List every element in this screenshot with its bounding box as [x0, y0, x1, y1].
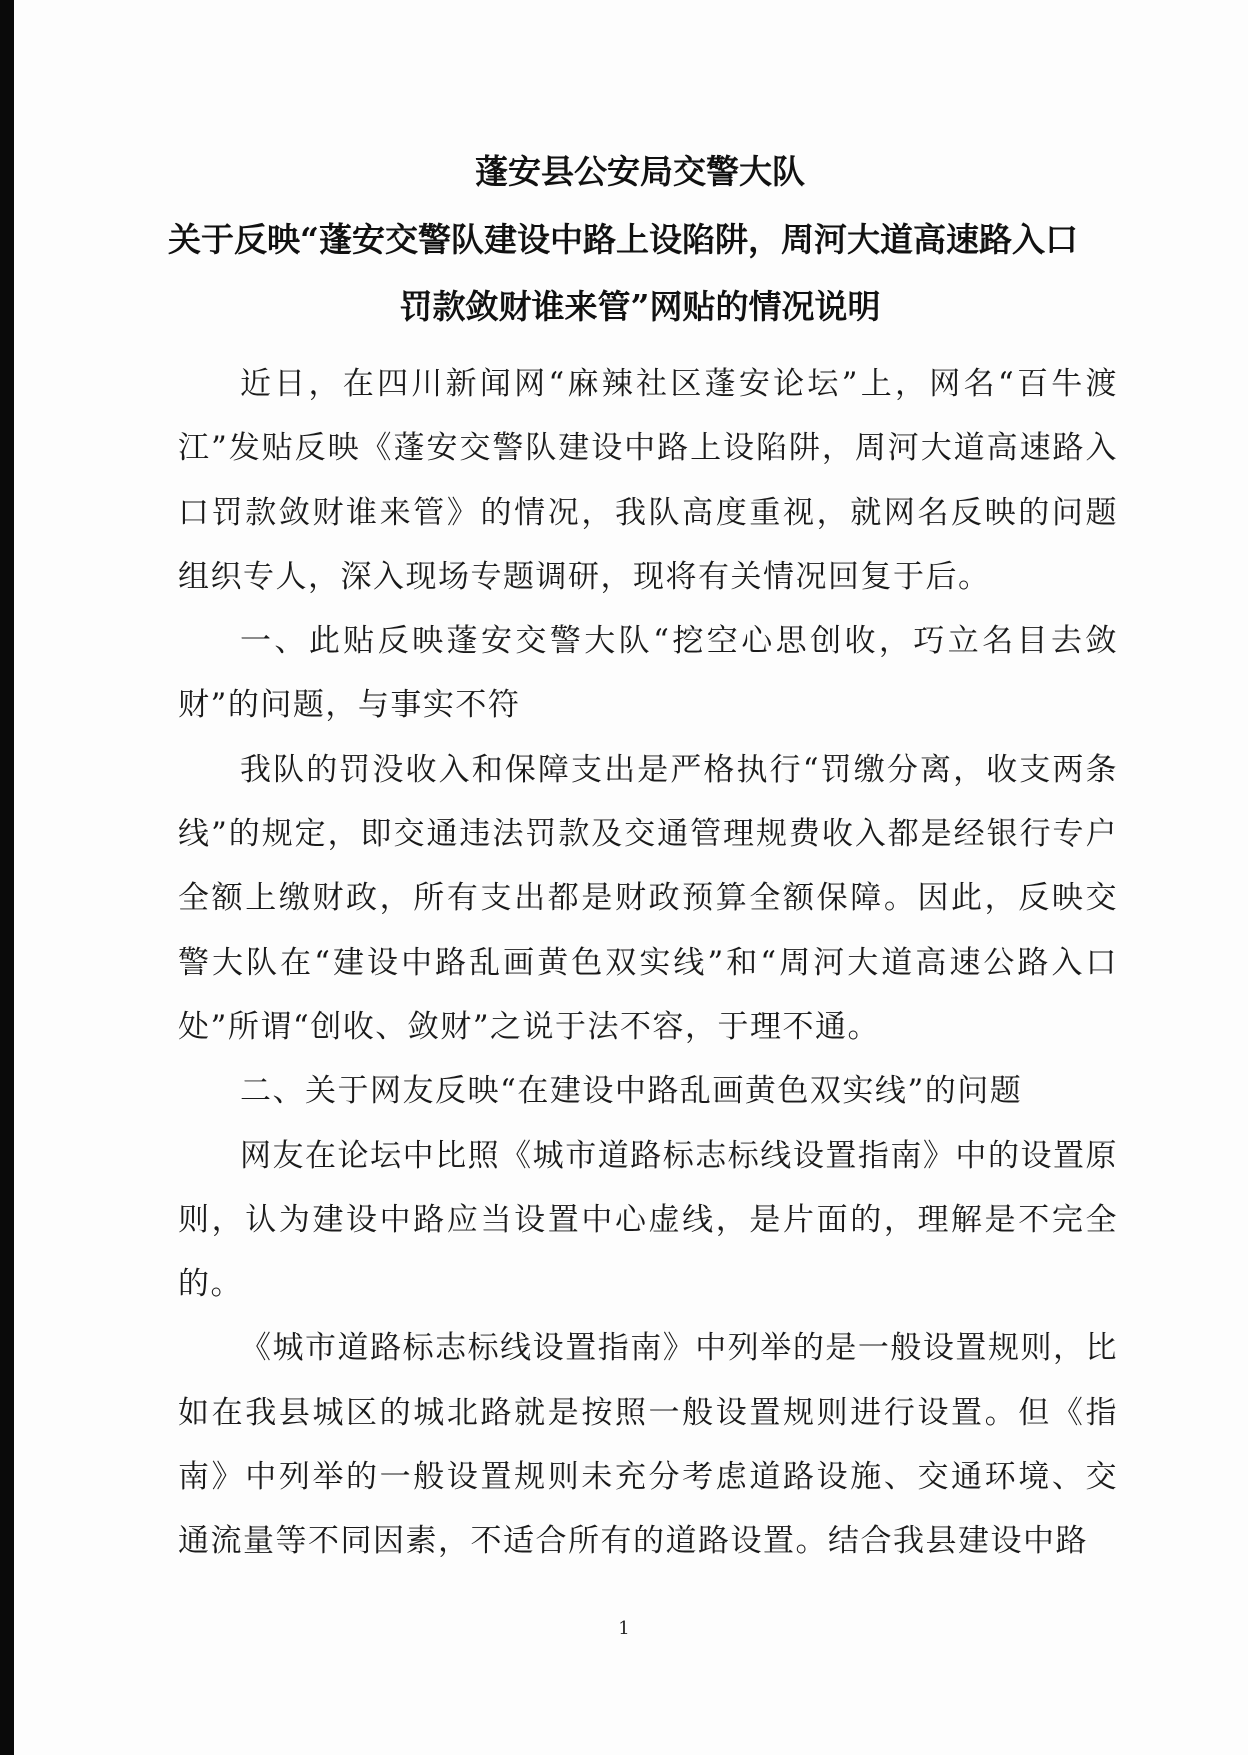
section-heading-1: 一、此贴反映蓬安交警大队“挖空心思创收，巧立名目去敛财”的问题，与事实不符 — [178, 623, 1118, 724]
scan-edge — [0, 0, 14, 1755]
heading-line-2: 关于反映“蓬安交警队建设中路上设陷阱，周河大道高速路入口 — [168, 220, 1078, 259]
page-number: 1 — [618, 1618, 630, 1639]
document-body — [178, 352, 1118, 1574]
heading-line-3: 罚款敛财谁来管”网贴的情况说明 — [399, 287, 881, 326]
section-heading-2: 二、关于网友反映“在建设中路乱画黄色双实线”的问题 — [240, 1073, 1023, 1110]
paragraph-section-1: 我队的罚没收入和保障支出是严格执行“罚缴分离，收支两条线”的规定，即交通违法罚款及交通管理规费收入都是经银行专户全额上缴财政，所有支出都是财政预算全额保障。因此，反映交警大队在“建设中路乱画黄色双实线”和“周河大道高速公路入口处”所谓“创收、敛财”之说于法不容，于理不通。 — [178, 751, 1118, 1045]
paragraph-section-2b: 《城市道路标志标线设置指南》中列举的是一般设置规则，比如在我县城区的城北路就是按照一般设置规则进行设置。但《指南》中列举的一般设置规则未充分考虑道路设施、交通环境、交通流量等不同因素，不适合所有的道路设置。结合我县建设中路 — [178, 1330, 1118, 1560]
paragraph-intro: 近日，在四川新闻网“麻辣社区蓬安论坛”上，网名“百牛渡江”发贴反映《蓬安交警队建设中路上设陷阱，周河大道高速路入口罚款敛财谁来管》的情况，我队高度重视，就网名反映的问题组织专人，深入现场专题调研，现将有关情况回复于后。 — [178, 366, 1118, 595]
heading-line-1: 蓬安县公安局交警大队 — [475, 152, 805, 191]
paragraph-section-2a: 网友在论坛中比照《城市道路标志标线设置指南》中的设置原则，认为建设中路应当设置中心虚线，是片面的，理解是不完全的。 — [178, 1137, 1118, 1303]
